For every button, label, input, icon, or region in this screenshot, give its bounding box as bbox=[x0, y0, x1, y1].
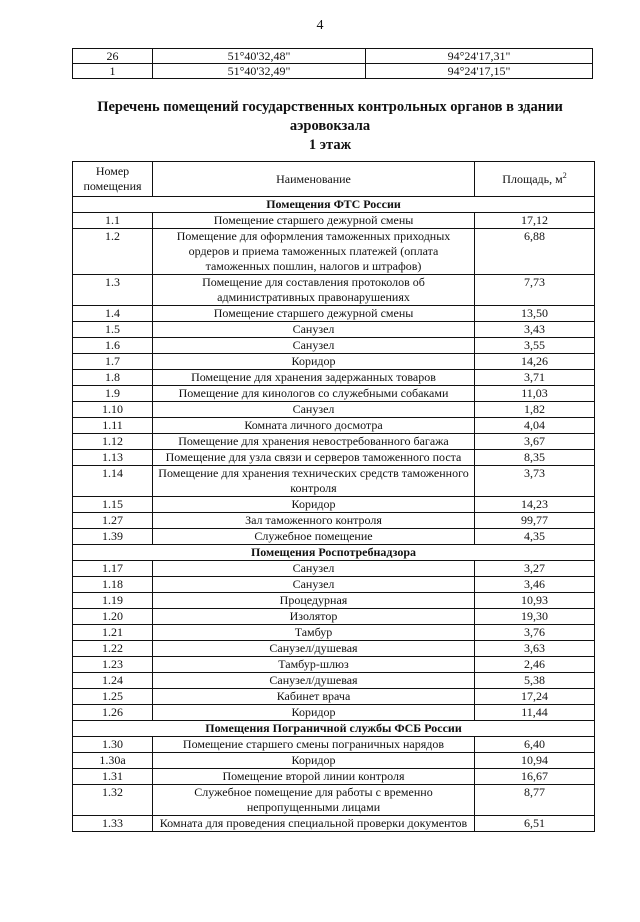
room-number: 1.39 bbox=[73, 529, 153, 545]
coordinate-row bbox=[73, 64, 593, 79]
table-row bbox=[73, 593, 595, 609]
room-area: 3,76 bbox=[475, 625, 595, 641]
header-area-text: Площадь, м bbox=[502, 171, 563, 186]
table-row bbox=[73, 625, 595, 641]
room-area: 3,71 bbox=[475, 370, 595, 386]
room-area: 16,67 bbox=[475, 769, 595, 785]
table-row bbox=[73, 386, 595, 402]
header-number: Номер помещения bbox=[73, 162, 153, 197]
room-area: 13,50 bbox=[475, 306, 595, 322]
room-area: 99,77 bbox=[475, 513, 595, 529]
room-number: 1.8 bbox=[73, 370, 153, 386]
section-title: Помещения Роспотребнадзора bbox=[73, 545, 595, 561]
table-row bbox=[73, 306, 595, 322]
section-title: Помещения Пограничной службы ФСБ России bbox=[73, 721, 595, 737]
room-number: 1.4 bbox=[73, 306, 153, 322]
coordinate-longitude: 94°24'17,15" bbox=[366, 64, 593, 79]
room-area: 3,43 bbox=[475, 322, 595, 338]
table-row bbox=[73, 338, 595, 354]
coordinate-point: 1 bbox=[73, 64, 153, 79]
table-row bbox=[73, 322, 595, 338]
coordinate-latitude: 51°40'32,49" bbox=[153, 64, 366, 79]
room-area: 2,46 bbox=[475, 657, 595, 673]
table-header-row bbox=[73, 162, 595, 197]
room-number: 1.33 bbox=[73, 816, 153, 832]
table-row bbox=[73, 673, 595, 689]
table-row bbox=[73, 577, 595, 593]
room-area: 3,46 bbox=[475, 577, 595, 593]
table-row bbox=[73, 657, 595, 673]
table-row bbox=[73, 450, 595, 466]
room-name: Санузел bbox=[153, 322, 475, 338]
room-name: Помещение для хранения задержанных товаров bbox=[153, 370, 475, 386]
table-row bbox=[73, 609, 595, 625]
room-number: 1.19 bbox=[73, 593, 153, 609]
table-row bbox=[73, 229, 595, 275]
room-name: Комната для проведения специальной проверки документов bbox=[153, 816, 475, 832]
room-number: 1.1 bbox=[73, 213, 153, 229]
room-area: 14,23 bbox=[475, 497, 595, 513]
table-row bbox=[73, 529, 595, 545]
room-area: 3,63 bbox=[475, 641, 595, 657]
room-name: Санузел/душевая bbox=[153, 673, 475, 689]
heading-floor: 1 этаж bbox=[308, 137, 352, 153]
room-number: 1.14 bbox=[73, 466, 153, 497]
room-area: 11,44 bbox=[475, 705, 595, 721]
room-number: 1.5 bbox=[73, 322, 153, 338]
room-name: Санузел/душевая bbox=[153, 641, 475, 657]
coordinates-table bbox=[72, 48, 593, 79]
table-row bbox=[73, 402, 595, 418]
room-area: 19,30 bbox=[475, 609, 595, 625]
coordinate-longitude: 94°24'17,31" bbox=[366, 49, 593, 64]
room-number: 1.30а bbox=[73, 753, 153, 769]
room-area: 8,77 bbox=[475, 785, 595, 816]
table-row bbox=[73, 785, 595, 816]
table-row bbox=[73, 753, 595, 769]
room-number: 1.21 bbox=[73, 625, 153, 641]
room-number: 1.17 bbox=[73, 561, 153, 577]
coordinate-point: 26 bbox=[73, 49, 153, 64]
room-name: Тамбур-шлюз bbox=[153, 657, 475, 673]
room-number: 1.12 bbox=[73, 434, 153, 450]
room-number: 1.18 bbox=[73, 577, 153, 593]
room-name: Служебное помещение для работы с временно непропущенными лицами bbox=[153, 785, 475, 816]
room-name: Помещение для хранения технических средств таможенного контроля bbox=[153, 466, 475, 497]
room-name: Тамбур bbox=[153, 625, 475, 641]
room-area: 1,82 bbox=[475, 402, 595, 418]
room-name: Помещение для оформления таможенных приходных ордеров и приема таможенных платежей (оплата таможенных пошлин, налогов и штрафов) bbox=[153, 229, 475, 275]
table-row bbox=[73, 769, 595, 785]
room-number: 1.23 bbox=[73, 657, 153, 673]
rooms-table bbox=[72, 161, 595, 832]
room-area: 14,26 bbox=[475, 354, 595, 370]
room-number: 1.9 bbox=[73, 386, 153, 402]
document-heading bbox=[60, 98, 600, 155]
room-number: 1.24 bbox=[73, 673, 153, 689]
room-name: Помещение старшего дежурной смены bbox=[153, 306, 475, 322]
room-area: 10,94 bbox=[475, 753, 595, 769]
room-name: Служебное помещение bbox=[153, 529, 475, 545]
table-row bbox=[73, 497, 595, 513]
room-name: Санузел bbox=[153, 338, 475, 354]
room-area: 5,38 bbox=[475, 673, 595, 689]
table-row bbox=[73, 466, 595, 497]
room-area: 6,40 bbox=[475, 737, 595, 753]
room-area: 3,55 bbox=[475, 338, 595, 354]
room-number: 1.7 bbox=[73, 354, 153, 370]
header-area bbox=[475, 162, 595, 197]
room-area: 4,04 bbox=[475, 418, 595, 434]
header-area-sup: 2 bbox=[562, 170, 567, 180]
room-number: 1.2 bbox=[73, 229, 153, 275]
table-row bbox=[73, 275, 595, 306]
room-name: Изолятор bbox=[153, 609, 475, 625]
room-name: Помещение для хранения невостребованного багажа bbox=[153, 434, 475, 450]
table-row bbox=[73, 434, 595, 450]
room-name: Помещение старшего дежурной смены bbox=[153, 213, 475, 229]
room-name: Процедурная bbox=[153, 593, 475, 609]
room-name: Коридор bbox=[153, 354, 475, 370]
room-area: 17,12 bbox=[475, 213, 595, 229]
room-area: 3,27 bbox=[475, 561, 595, 577]
section-title: Помещения ФТС России bbox=[73, 197, 595, 213]
section-row bbox=[73, 197, 595, 213]
room-name: Зал таможенного контроля bbox=[153, 513, 475, 529]
table-row bbox=[73, 641, 595, 657]
room-area: 11,03 bbox=[475, 386, 595, 402]
table-row bbox=[73, 561, 595, 577]
table-row bbox=[73, 370, 595, 386]
table-row bbox=[73, 418, 595, 434]
room-number: 1.30 bbox=[73, 737, 153, 753]
room-area: 3,67 bbox=[475, 434, 595, 450]
room-name: Помещение для узла связи и серверов таможенного поста bbox=[153, 450, 475, 466]
room-name: Санузел bbox=[153, 561, 475, 577]
room-name: Помещение для составления протоколов об административных правонарушениях bbox=[153, 275, 475, 306]
room-number: 1.13 bbox=[73, 450, 153, 466]
section-row bbox=[73, 721, 595, 737]
room-name: Комната личного досмотра bbox=[153, 418, 475, 434]
room-number: 1.32 bbox=[73, 785, 153, 816]
room-number: 1.11 bbox=[73, 418, 153, 434]
table-row bbox=[73, 705, 595, 721]
section-row bbox=[73, 545, 595, 561]
room-area: 8,35 bbox=[475, 450, 595, 466]
table-row bbox=[73, 737, 595, 753]
table-row bbox=[73, 816, 595, 832]
header-name: Наименование bbox=[153, 162, 475, 197]
room-name: Коридор bbox=[153, 753, 475, 769]
room-area: 4,35 bbox=[475, 529, 595, 545]
room-name: Коридор bbox=[153, 705, 475, 721]
room-number: 1.20 bbox=[73, 609, 153, 625]
table-row bbox=[73, 689, 595, 705]
room-number: 1.15 bbox=[73, 497, 153, 513]
room-name: Санузел bbox=[153, 577, 475, 593]
room-number: 1.25 bbox=[73, 689, 153, 705]
page-number: 4 bbox=[316, 18, 324, 33]
table-row bbox=[73, 354, 595, 370]
room-number: 1.10 bbox=[73, 402, 153, 418]
room-number: 1.27 bbox=[73, 513, 153, 529]
room-area: 10,93 bbox=[475, 593, 595, 609]
coordinate-latitude: 51°40'32,48" bbox=[153, 49, 366, 64]
table-row bbox=[73, 513, 595, 529]
room-name: Помещение второй линии контроля bbox=[153, 769, 475, 785]
room-number: 1.31 bbox=[73, 769, 153, 785]
room-name: Кабинет врача bbox=[153, 689, 475, 705]
room-name: Санузел bbox=[153, 402, 475, 418]
room-number: 1.6 bbox=[73, 338, 153, 354]
room-number: 1.22 bbox=[73, 641, 153, 657]
table-row bbox=[73, 213, 595, 229]
room-area: 7,73 bbox=[475, 275, 595, 306]
room-area: 17,24 bbox=[475, 689, 595, 705]
room-name: Помещение для кинологов со служебными собаками bbox=[153, 386, 475, 402]
room-number: 1.26 bbox=[73, 705, 153, 721]
room-area: 6,88 bbox=[475, 229, 595, 275]
heading-title: Перечень помещений государственных контрольных органов в здании аэровокзала bbox=[97, 99, 563, 134]
room-area: 3,73 bbox=[475, 466, 595, 497]
room-name: Помещение старшего смены пограничных нарядов bbox=[153, 737, 475, 753]
room-number: 1.3 bbox=[73, 275, 153, 306]
room-name: Коридор bbox=[153, 497, 475, 513]
coordinate-row bbox=[73, 49, 593, 64]
room-area: 6,51 bbox=[475, 816, 595, 832]
